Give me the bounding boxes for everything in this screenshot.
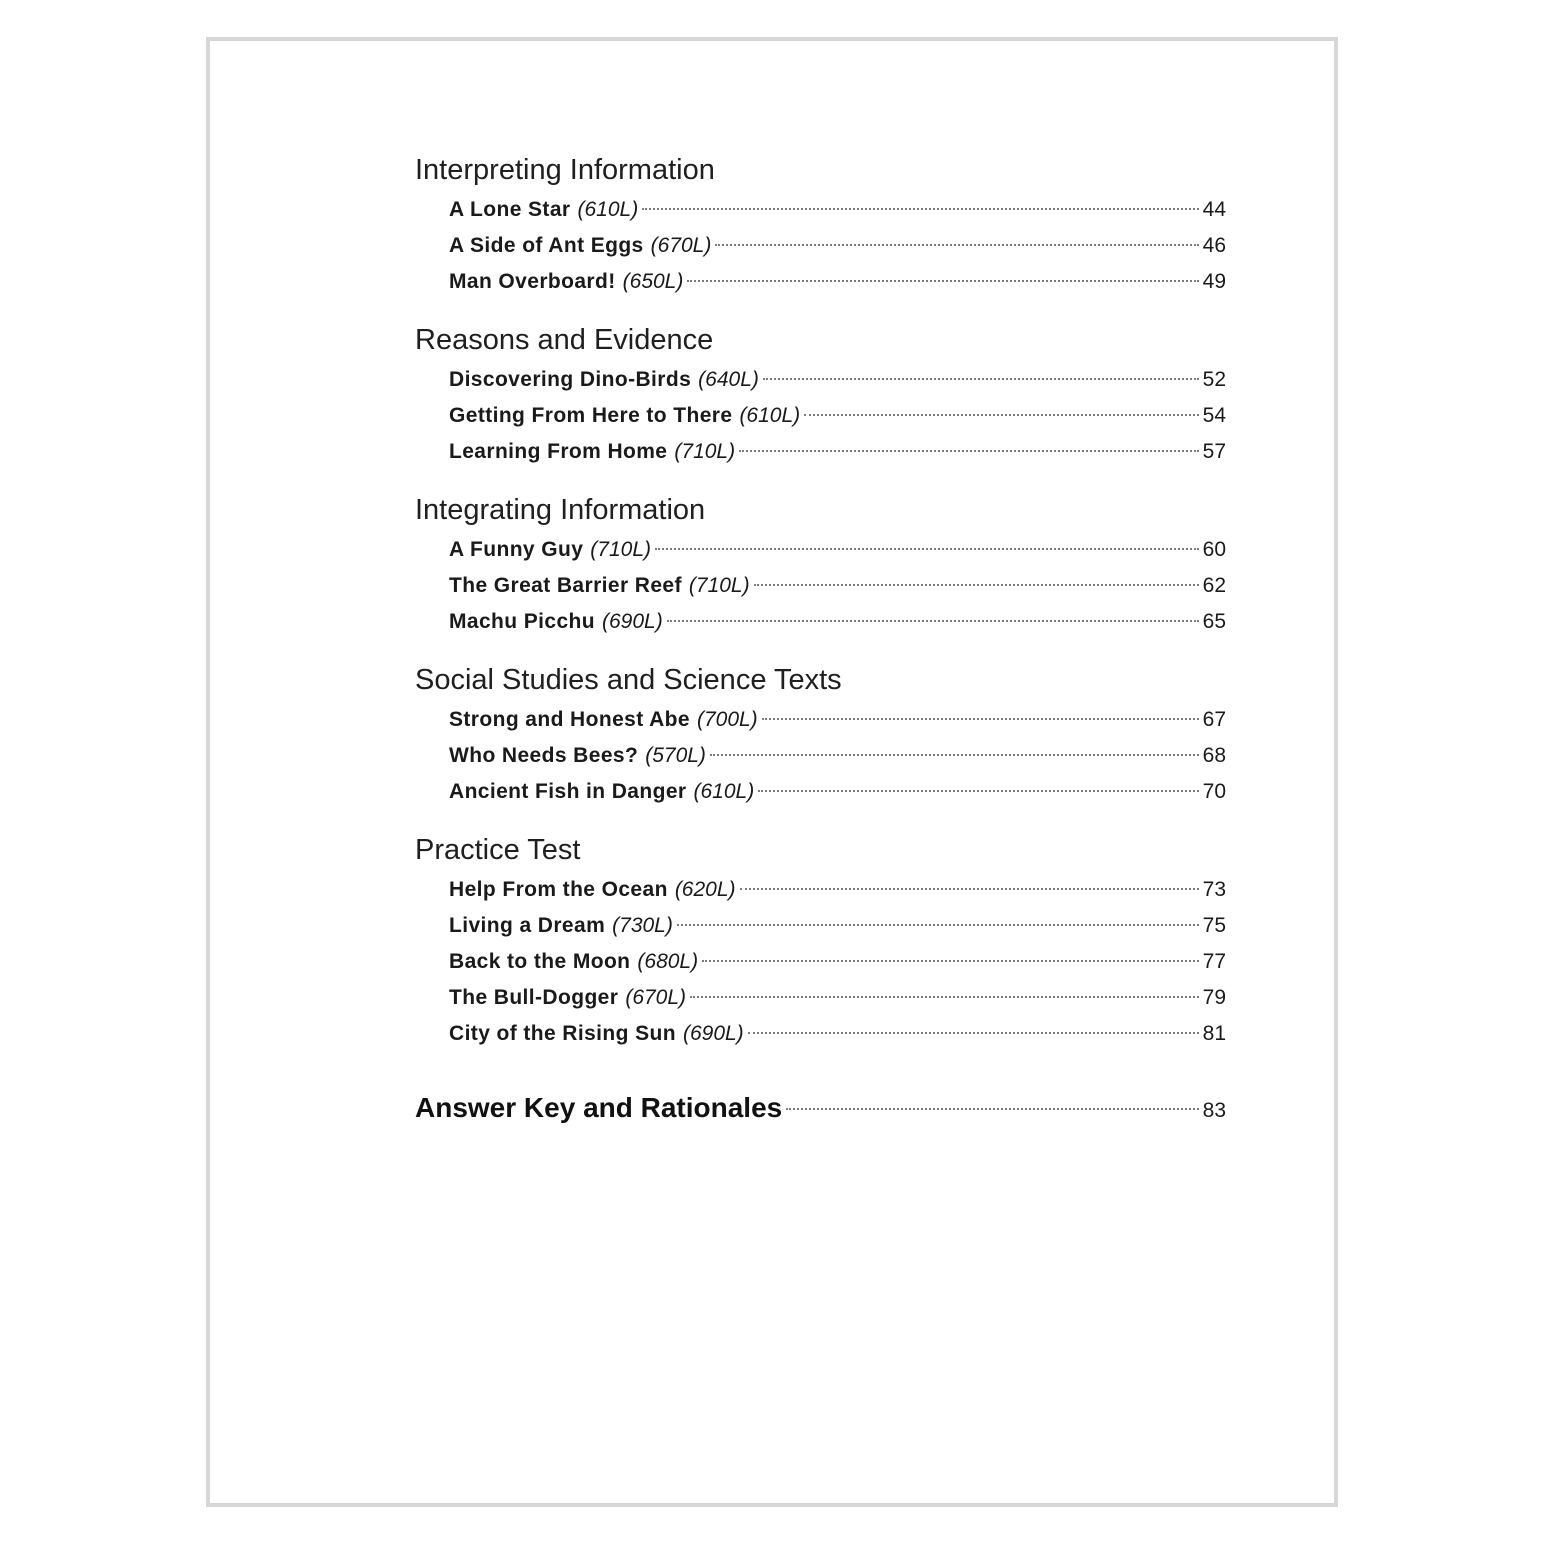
dot-leader [642,208,1198,210]
toc-entry[interactable] [449,738,1226,774]
toc-entry[interactable] [449,604,1226,640]
toc-entry[interactable] [449,434,1226,470]
dot-leader [763,378,1199,380]
toc-entry[interactable] [449,264,1226,300]
entry-lexile-level: (670L) [625,986,687,1009]
entry-lexile-level: (690L) [602,610,663,633]
section-title: Reasons and Evidence [415,324,714,356]
section-title: Integrating Information [415,494,706,526]
entry-title: Getting From Here to There [449,404,733,427]
section-title: Practice Test [415,834,581,866]
dot-leader [677,924,1199,926]
entry-lexile-level: (710L) [590,538,651,561]
entry-title: A Side of Ant Eggs [449,234,644,257]
entry-page-number: 81 [1202,1022,1226,1045]
entry-title: Back to the Moon [449,950,631,973]
section-title: Social Studies and Science Texts [415,664,842,696]
toc-entry[interactable] [449,944,1226,980]
entry-page-number: 52 [1202,368,1226,391]
toc-answer-key-entry[interactable] [415,1092,1226,1136]
toc-section-integrating-information [415,488,1226,640]
entry-title: Help From the Ocean [449,878,668,901]
entry-title: Who Needs Bees? [449,744,639,767]
section-title: Interpreting Information [415,154,715,186]
entry-title: City of the Rising Sun [449,1022,676,1045]
table-of-contents [415,148,1226,1136]
entry-page-number: 44 [1202,198,1226,221]
dot-leader [702,960,1199,962]
entry-lexile-level: (710L) [674,440,736,463]
dot-leader [687,280,1198,282]
entry-lexile-level: (620L) [674,878,736,901]
entry-title: Strong and Honest Abe [449,708,690,731]
entry-title: Ancient Fish in Danger [449,780,687,803]
entry-page-number: 73 [1202,878,1226,901]
entry-lexile-level: (690L) [682,1022,744,1045]
dot-leader [786,1108,1198,1110]
toc-entry[interactable] [449,702,1226,738]
entry-title: A Funny Guy [449,538,584,561]
dot-leader [690,996,1199,998]
entry-title: Man Overboard! [449,270,616,293]
toc-entry[interactable] [449,1016,1226,1052]
entry-page-number: 67 [1202,708,1226,731]
dot-leader [804,414,1199,416]
entry-page-number: 75 [1202,914,1226,937]
toc-section-practice-test [415,828,1226,1052]
toc-entry[interactable] [449,774,1226,810]
entry-page-number: 62 [1202,574,1226,597]
entry-lexile-level: (670L) [650,234,712,257]
entry-page-number: 49 [1202,270,1226,293]
dot-leader [748,1032,1199,1034]
entry-lexile-level: (680L) [637,950,699,973]
dot-leader [715,244,1198,246]
toc-section-reasons-and-evidence [415,318,1226,470]
dot-leader [754,584,1199,586]
toc-entry[interactable] [449,398,1226,434]
entry-title: The Bull-Dogger [449,986,619,1009]
entry-lexile-level: (650L) [622,270,684,293]
entry-lexile-level: (610L) [693,780,755,803]
toc-entry[interactable] [449,908,1226,944]
dot-leader [740,888,1199,890]
entry-title: Discovering Dino-Birds [449,368,692,391]
toc-entry[interactable] [449,980,1226,1016]
entry-title: Machu Picchu [449,610,595,633]
dot-leader [758,790,1198,792]
entry-page-number: 65 [1202,610,1226,633]
entry-lexile-level: (710L) [688,574,750,597]
toc-entry[interactable] [449,362,1226,398]
entry-page-number: 54 [1202,404,1226,427]
toc-entry[interactable] [449,872,1226,908]
toc-entry[interactable] [449,192,1226,228]
entry-title: A Lone Star [449,198,571,221]
toc-entry[interactable] [449,568,1226,604]
entry-page-number: 70 [1202,780,1226,803]
entry-lexile-level: (610L) [739,404,801,427]
entry-page-number: 57 [1202,440,1226,463]
entry-lexile-level: (570L) [645,744,706,767]
entry-lexile-level: (640L) [698,368,759,391]
answer-key-title: Answer Key and Rationales [415,1092,783,1123]
entry-lexile-level: (610L) [577,198,639,221]
toc-section-social-studies-and-science-texts [415,658,1226,810]
entry-page-number: 46 [1202,234,1226,257]
entry-title: The Great Barrier Reef [449,574,682,597]
answer-key-page-number: 83 [1202,1099,1226,1122]
entry-lexile-level: (730L) [612,914,673,937]
entry-title: Learning From Home [449,440,668,463]
entry-page-number: 68 [1202,744,1226,767]
entry-page-number: 79 [1202,986,1226,1009]
dot-leader [667,620,1199,622]
dot-leader [710,754,1199,756]
toc-entry[interactable] [449,532,1226,568]
entry-lexile-level: (700L) [696,708,758,731]
toc-entry[interactable] [449,228,1226,264]
dot-leader [762,718,1199,720]
toc-section-interpreting-information [415,148,1226,300]
entry-page-number: 77 [1202,950,1226,973]
entry-page-number: 60 [1202,538,1226,561]
entry-title: Living a Dream [449,914,606,937]
dot-leader [655,548,1199,550]
dot-leader [739,450,1199,452]
